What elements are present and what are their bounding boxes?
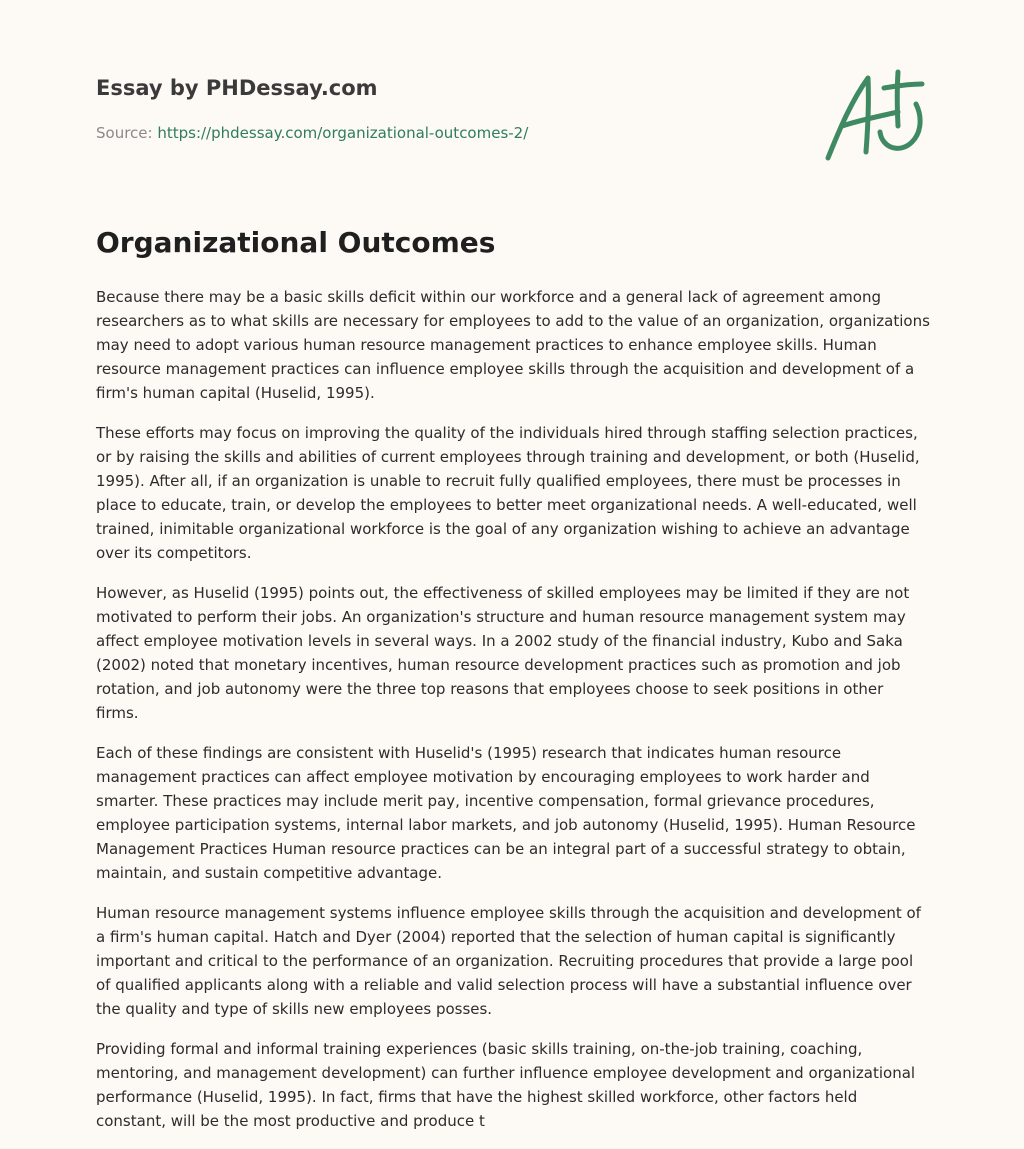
essay-title: Organizational Outcomes — [96, 226, 496, 259]
a-plus-plus-vertical — [897, 72, 898, 126]
source-line — [96, 124, 528, 142]
source-label: Source: — [96, 124, 158, 142]
essay-body — [96, 285, 930, 1149]
essay-paragraph: These efforts may focus on improving the quality of the individuals hired through staffing selection practices, or by raising the skills and abilities of current employees through training and development, or both (Huselid, 1995). After all, if an organization is unable to recruit fully qualified employees, there must be processes in place to educate, train, or develop the employees to better meet organizational needs. A well-educated, well trained, inimitable organizational workforce is the goal of any organization wishing to achieve an advantage over its competitors. — [96, 424, 920, 562]
a-plus-plus-horizontal — [884, 84, 922, 88]
essay-paragraph: Providing formal and informal training experiences (basic skills training, on-the-job training, coaching, mentoring, and management development) can further influence employee development and organizational performance (Huselid, 1995). In fact, firms that have the highest skilled workforce, other factors held constant, will be the most productive and produce t — [96, 1040, 916, 1130]
site-title: Essay by PHDessay.com — [96, 76, 378, 100]
essay-paragraph: Because there may be a basic skills deficit within our workforce and a general lack of agreement among researchers as to what skills are necessary for employees to add to the value of an organization, organizations may need to adopt various human resource management practices to enhance employee skills. Human resource management practices can influence employee skills through the acquisition and development of a firm's human capital (Huselid, 1995). — [96, 288, 930, 402]
essay-paragraph: Human resource management systems influence employee skills through the acquisition and development of a firm's human capital. Hatch and Dyer (2004) reported that the selection of human capital is significantly important and critical to the performance of an organization. Recruiting procedures that provide a large pool of qualified applicants along with a reliable and valid selection process will have a substantial influence over the quality and type of skills new employees posses. — [96, 904, 921, 1018]
source-link[interactable]: https://phdessay.com/organizational-outcomes-2/ — [157, 124, 529, 142]
essay-paragraph: However, as Huselid (1995) points out, the effectiveness of skilled employees may be limited if they are not motivated to perform their jobs. An organization's structure and human resource management system may affect employee motivation levels in several ways. In a 2002 study of the financial industry, Kubo and Saka (2002) noted that monetary incentives, human resource development practices such as promotion and job rotation, and job autonomy were the three top reasons that employees choose to seek positions in other firms. — [96, 584, 910, 722]
a-plus-grade-icon — [822, 66, 930, 166]
essay-paragraph: Each of these findings are consistent with Huselid's (1995) research that indicates human resource management practices can affect employee motivation by encouraging employees to work harder and smarter. These practices may include merit pay, incentive compensation, formal grievance procedures, employee participation systems, internal labor markets, and job autonomy (Huselid, 1995). Human Resource Management Practices Human resource practices can be an integral part of a successful strategy to obtain, maintain, and sustain competitive advantage. — [96, 744, 916, 882]
